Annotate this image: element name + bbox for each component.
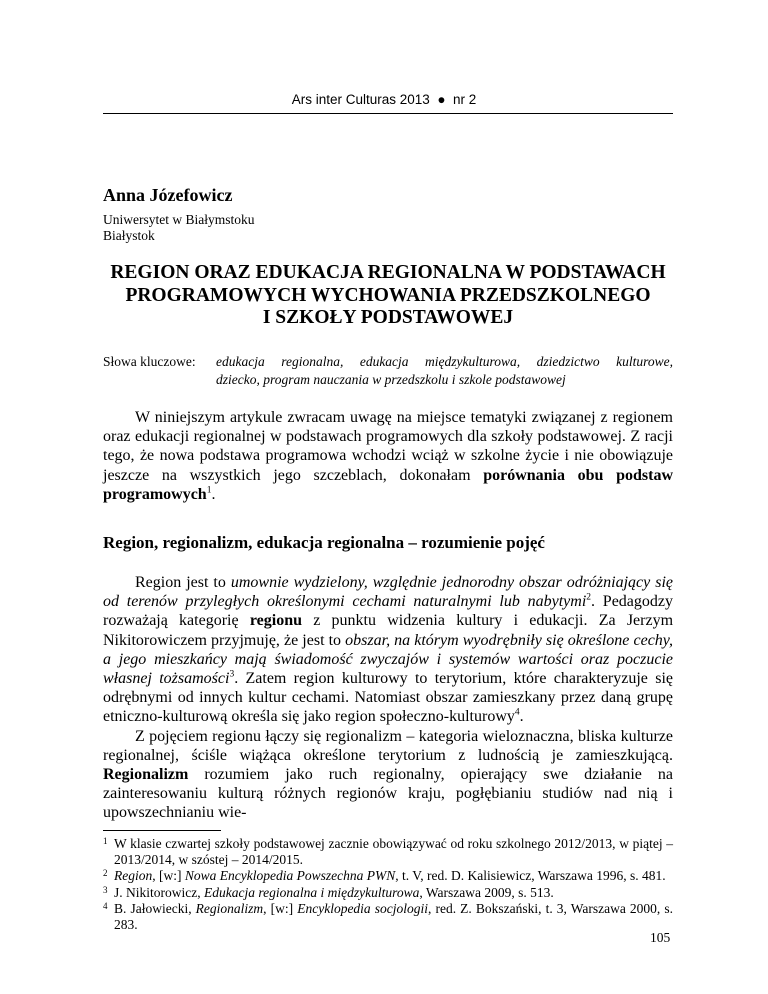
- paragraph-region: [103, 573, 673, 727]
- p3-b: rozumiem jako ruch regionalny, opierający swe działanie na zainteresowaniu kulturą różnych regionów kraju, pogłębianiu studiów nad nią i upowszechnianiu wie-: [103, 766, 674, 822]
- author-name: Anna Józefowicz: [103, 185, 233, 205]
- footnote-text: W klasie czwartej szkoły podstawowej zacznie obowiązywać od roku szkolnego 2012/2013, w piątej – 2013/2014, w szóstej – 2014/2015.: [114, 836, 673, 867]
- footnote-1: [103, 836, 673, 867]
- body-paragraphs: [103, 573, 673, 823]
- keywords-line-1: edukacja regionalna, edukacja międzykulturowa, dziedzictwo kulturowe,: [216, 354, 673, 369]
- footnote-4: [103, 901, 673, 932]
- footnote-text: , [w:]: [152, 868, 182, 883]
- p2-a-italic: umownie wydzielony, względnie jednorodny obszar odróżniający się od terenów przyległych określonymi cechami naturalnymi lub nabytymi: [103, 574, 673, 611]
- p3-a: Z pojęciem regionu łączy się regionalizm – kategoria wieloznaczna, bliska kulturze regionalnej, ściśle wiążąca określone terytorium z ludnością je zamieszkującą.: [103, 727, 673, 764]
- p3-bold: Regionalizm: [103, 766, 189, 784]
- section-heading: Region, regionalizm, edukacja regionalna – rozumienie pojęć: [103, 533, 545, 552]
- footnote-number: 1: [103, 836, 108, 846]
- p2-e: .: [519, 708, 524, 726]
- p2-b-bold: regionu: [249, 612, 302, 630]
- footnotes: [103, 836, 673, 933]
- issue-number: nr 2: [453, 92, 477, 107]
- footnote-italic: Encyklopedia socjologii: [297, 901, 429, 916]
- footnote-ref-2[interactable]: 2: [586, 592, 592, 603]
- footnote-italic: Edukacja regionalna i międzykulturowa: [204, 884, 420, 900]
- footnote-text: , red. Z. Bokszański, t. 3, Warszawa 2000, s. 283.: [114, 901, 674, 932]
- journal-name: Ars inter Culturas 2013: [291, 92, 430, 107]
- intro-end: .: [211, 485, 216, 503]
- p2-a: Region jest to: [135, 574, 226, 591]
- intro-bold: porównania obu podstaw programowych: [103, 466, 673, 503]
- keywords-list: [216, 353, 673, 389]
- footnote-text: , [w:]: [263, 901, 294, 916]
- footnote-ref-3[interactable]: 3: [229, 669, 235, 680]
- bullet-icon: ●: [437, 92, 446, 107]
- footnote-italic: Nowa Encyklopedia Powszechna PWN: [184, 868, 396, 883]
- footnote-number: 2: [103, 868, 108, 878]
- footnote-text: J. Nikitorowicz,: [114, 884, 201, 900]
- paragraph-regionalism: [103, 727, 673, 823]
- title-line-1: REGION ORAZ EDUKACJA REGIONALNA W PODSTAWACH: [110, 262, 666, 283]
- footnote-text: , t. V, red. D. Kalisiewicz, Warszawa 1996, s. 481.: [395, 868, 666, 883]
- keywords-label: Słowa kluczowe:: [103, 354, 196, 369]
- footnote-2: [103, 868, 673, 884]
- p2-c: z punktu widzenia kultury i edukacji. Za Jerzym Nikitorowiczem przyjmuję, że jest to: [103, 612, 674, 649]
- article-title: [103, 262, 673, 330]
- footnote-italic: Regionalizm: [195, 901, 264, 916]
- keywords-line-2: dziecko, program nauczania w przedszkolu i szkole podstawowej: [216, 372, 566, 387]
- footnote-text: B. Jałowiecki,: [114, 901, 192, 916]
- title-line-3: I SZKOŁY PODSTAWOWEJ: [262, 307, 514, 328]
- footnote-italic: Region: [114, 868, 153, 883]
- footnote-rule: [103, 830, 221, 831]
- footnote-number: 3: [103, 884, 108, 895]
- footnote-ref-4[interactable]: 4: [514, 708, 520, 719]
- title-line-2: PROGRAMOWYCH WYCHOWANIA PRZEDSZKOLNEGO: [125, 284, 651, 306]
- header-rule: [103, 113, 673, 114]
- author-affiliation: Uniwersytet w Białymstoku: [103, 212, 255, 227]
- running-header: [0, 92, 768, 107]
- p2-d: . Zatem region kulturowy to terytorium, które charakteryzuje się odrębnymi od innych kultur cechami. Natomiast obszar zamieszkany przez daną grupę etniczno-kulturową określa się jako region społeczno-kulturowy: [103, 670, 673, 726]
- p2-c-italic: obszar, na którym wyodrębniły się określone cechy, a jego mieszkańcy mają świadomość zwyczajów i systemów wartości oraz poczucie własnej tożsamości: [103, 631, 674, 688]
- footnote-ref-1[interactable]: 1: [206, 485, 212, 496]
- p2-b: . Pedagodzy rozważają kategorię: [103, 593, 673, 630]
- page-number: 105: [650, 930, 671, 945]
- intro-paragraph: [103, 408, 673, 504]
- intro-text: W niniejszym artykule zwracam uwagę na miejsce tematyki związanej z regionem oraz edukacji regionalnej w podstawach programowych dla szkoły podstawowej. Z racji tego, że nowa podstawa programowa wchodzi wciąż w szkolne życie i nie obowiązuje jeszcze na wszystkich jego szczeblach, dokonałam: [103, 409, 673, 484]
- footnote-3: [103, 885, 673, 901]
- author-city: Białystok: [103, 228, 155, 243]
- footnote-text: , Warszawa 2009, s. 513.: [419, 884, 554, 900]
- footnote-number: 4: [103, 901, 108, 911]
